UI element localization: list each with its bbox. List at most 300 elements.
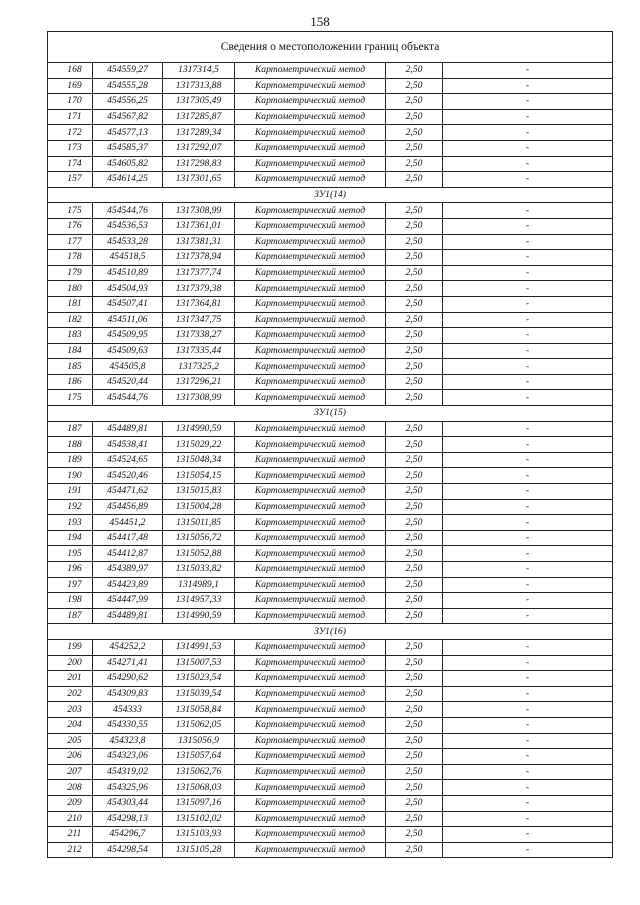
note-cell: - bbox=[443, 546, 613, 562]
coord-x-cell: 454296,7 bbox=[93, 827, 163, 843]
accuracy-cell: 2,50 bbox=[386, 281, 443, 297]
coord-y-cell: 1317285,87 bbox=[163, 109, 235, 125]
accuracy-cell: 2,50 bbox=[386, 811, 443, 827]
note-cell: - bbox=[443, 125, 613, 141]
coord-y-cell: 1314990,59 bbox=[163, 608, 235, 624]
table-row bbox=[48, 63, 613, 79]
method-cell: Картометрический метод bbox=[235, 468, 386, 484]
coord-x-cell: 454451,2 bbox=[93, 515, 163, 531]
note-cell: - bbox=[443, 343, 613, 359]
accuracy-cell: 2,50 bbox=[386, 577, 443, 593]
table-row bbox=[48, 608, 613, 624]
method-cell: Картометрический метод bbox=[235, 499, 386, 515]
coord-x-cell: 454303,44 bbox=[93, 795, 163, 811]
note-cell: - bbox=[443, 655, 613, 671]
method-cell: Картометрический метод bbox=[235, 733, 386, 749]
coord-y-cell: 1315056,72 bbox=[163, 530, 235, 546]
method-cell: Картометрический метод bbox=[235, 842, 386, 858]
note-cell: - bbox=[443, 530, 613, 546]
accuracy-cell: 2,50 bbox=[386, 780, 443, 796]
method-cell: Картометрический метод bbox=[235, 421, 386, 437]
point-number-cell: 207 bbox=[48, 764, 93, 780]
method-cell: Картометрический метод bbox=[235, 94, 386, 110]
note-cell: - bbox=[443, 702, 613, 718]
method-cell: Картометрический метод bbox=[235, 312, 386, 328]
note-cell: - bbox=[443, 63, 613, 79]
method-cell: Картометрический метод bbox=[235, 780, 386, 796]
accuracy-cell: 2,50 bbox=[386, 343, 443, 359]
method-cell: Картометрический метод bbox=[235, 452, 386, 468]
table-row bbox=[48, 546, 613, 562]
table-row bbox=[48, 172, 613, 188]
table-row bbox=[48, 749, 613, 765]
note-cell: - bbox=[443, 421, 613, 437]
note-cell: - bbox=[443, 359, 613, 375]
note-cell: - bbox=[443, 437, 613, 453]
method-cell: Картометрический метод bbox=[235, 78, 386, 94]
table-row bbox=[48, 655, 613, 671]
method-cell: Картометрический метод bbox=[235, 484, 386, 500]
method-cell: Картометрический метод bbox=[235, 140, 386, 156]
point-number-cell: 189 bbox=[48, 452, 93, 468]
coord-y-cell: 1315068,03 bbox=[163, 780, 235, 796]
note-cell: - bbox=[443, 265, 613, 281]
note-cell: - bbox=[443, 795, 613, 811]
note-cell: - bbox=[443, 374, 613, 390]
point-number-cell: 187 bbox=[48, 608, 93, 624]
coord-y-cell: 1317379,38 bbox=[163, 281, 235, 297]
table-body bbox=[48, 32, 613, 858]
accuracy-cell: 2,50 bbox=[386, 702, 443, 718]
accuracy-cell: 2,50 bbox=[386, 328, 443, 344]
coord-y-cell: 1317305,49 bbox=[163, 94, 235, 110]
table-row bbox=[48, 484, 613, 500]
point-number-cell: 202 bbox=[48, 686, 93, 702]
point-number-cell: 195 bbox=[48, 546, 93, 562]
accuracy-cell: 2,50 bbox=[386, 499, 443, 515]
accuracy-cell: 2,50 bbox=[386, 842, 443, 858]
coord-x-cell: 454507,41 bbox=[93, 296, 163, 312]
accuracy-cell: 2,50 bbox=[386, 639, 443, 655]
coord-x-cell: 454325,96 bbox=[93, 780, 163, 796]
accuracy-cell: 2,50 bbox=[386, 265, 443, 281]
accuracy-cell: 2,50 bbox=[386, 484, 443, 500]
point-number-cell: 190 bbox=[48, 468, 93, 484]
note-cell: - bbox=[443, 281, 613, 297]
coord-x-cell: 454605,82 bbox=[93, 156, 163, 172]
note-cell: - bbox=[443, 811, 613, 827]
point-number-cell: 169 bbox=[48, 78, 93, 94]
coord-y-cell: 1314989,1 bbox=[163, 577, 235, 593]
method-cell: Картометрический метод bbox=[235, 546, 386, 562]
note-cell: - bbox=[443, 827, 613, 843]
method-cell: Картометрический метод bbox=[235, 437, 386, 453]
note-cell: - bbox=[443, 390, 613, 406]
method-cell: Картометрический метод bbox=[235, 390, 386, 406]
note-cell: - bbox=[443, 499, 613, 515]
accuracy-cell: 2,50 bbox=[386, 312, 443, 328]
coord-y-cell: 1317364,81 bbox=[163, 296, 235, 312]
point-number-cell: 175 bbox=[48, 390, 93, 406]
method-cell: Картометрический метод bbox=[235, 811, 386, 827]
method-cell: Картометрический метод bbox=[235, 343, 386, 359]
table-row bbox=[48, 312, 613, 328]
coord-y-cell: 1314991,53 bbox=[163, 639, 235, 655]
coord-x-cell: 454559,27 bbox=[93, 63, 163, 79]
coord-x-cell: 454330,55 bbox=[93, 717, 163, 733]
point-number-cell: 184 bbox=[48, 343, 93, 359]
note-cell: - bbox=[443, 671, 613, 687]
point-number-cell: 168 bbox=[48, 63, 93, 79]
note-cell: - bbox=[443, 749, 613, 765]
note-cell: - bbox=[443, 156, 613, 172]
accuracy-cell: 2,50 bbox=[386, 390, 443, 406]
point-number-cell: 170 bbox=[48, 94, 93, 110]
coord-y-cell: 1317289,34 bbox=[163, 125, 235, 141]
point-number-cell: 181 bbox=[48, 296, 93, 312]
accuracy-cell: 2,50 bbox=[386, 562, 443, 578]
coord-y-cell: 1315033,82 bbox=[163, 562, 235, 578]
method-cell: Картометрический метод bbox=[235, 281, 386, 297]
accuracy-cell: 2,50 bbox=[386, 359, 443, 375]
coord-y-cell: 1315004,28 bbox=[163, 499, 235, 515]
point-number-cell: 208 bbox=[48, 780, 93, 796]
accuracy-cell: 2,50 bbox=[386, 78, 443, 94]
accuracy-cell: 2,50 bbox=[386, 546, 443, 562]
coord-x-cell: 454447,99 bbox=[93, 593, 163, 609]
coord-x-cell: 454412,87 bbox=[93, 546, 163, 562]
accuracy-cell: 2,50 bbox=[386, 203, 443, 219]
coord-y-cell: 1314990,59 bbox=[163, 421, 235, 437]
accuracy-cell: 2,50 bbox=[386, 172, 443, 188]
note-cell: - bbox=[443, 218, 613, 234]
note-cell: - bbox=[443, 733, 613, 749]
table-row bbox=[48, 811, 613, 827]
coord-x-cell: 454614,25 bbox=[93, 172, 163, 188]
coord-y-cell: 1315062,76 bbox=[163, 764, 235, 780]
coord-x-cell: 454585,37 bbox=[93, 140, 163, 156]
method-cell: Картометрический метод bbox=[235, 328, 386, 344]
table-row bbox=[48, 733, 613, 749]
table-row bbox=[48, 437, 613, 453]
note-cell: - bbox=[443, 717, 613, 733]
accuracy-cell: 2,50 bbox=[386, 655, 443, 671]
page-number: 158 bbox=[310, 14, 330, 29]
table-row bbox=[48, 421, 613, 437]
note-cell: - bbox=[443, 608, 613, 624]
coord-x-cell: 454309,83 bbox=[93, 686, 163, 702]
table-row bbox=[48, 702, 613, 718]
method-cell: Картометрический метод bbox=[235, 686, 386, 702]
coord-y-cell: 1315056,9 bbox=[163, 733, 235, 749]
point-number-cell: 176 bbox=[48, 218, 93, 234]
coord-x-cell: 454323,8 bbox=[93, 733, 163, 749]
coord-x-cell: 454533,28 bbox=[93, 234, 163, 250]
point-number-cell: 205 bbox=[48, 733, 93, 749]
table-row bbox=[48, 94, 613, 110]
accuracy-cell: 2,50 bbox=[386, 156, 443, 172]
method-cell: Картометрический метод bbox=[235, 515, 386, 531]
table-row bbox=[48, 78, 613, 94]
table-row bbox=[48, 156, 613, 172]
coord-y-cell: 1315097,16 bbox=[163, 795, 235, 811]
section-header-row bbox=[48, 187, 613, 203]
method-cell: Картометрический метод bbox=[235, 827, 386, 843]
note-cell: - bbox=[443, 764, 613, 780]
coord-x-cell: 454510,89 bbox=[93, 265, 163, 281]
point-number-cell: 182 bbox=[48, 312, 93, 328]
accuracy-cell: 2,50 bbox=[386, 530, 443, 546]
method-cell: Картометрический метод bbox=[235, 296, 386, 312]
accuracy-cell: 2,50 bbox=[386, 94, 443, 110]
note-cell: - bbox=[443, 780, 613, 796]
accuracy-cell: 2,50 bbox=[386, 296, 443, 312]
point-number-cell: 172 bbox=[48, 125, 93, 141]
table-row bbox=[48, 639, 613, 655]
point-number-cell: 179 bbox=[48, 265, 93, 281]
section-header-row bbox=[48, 624, 613, 640]
note-cell: - bbox=[443, 172, 613, 188]
coord-x-cell: 454509,95 bbox=[93, 328, 163, 344]
note-cell: - bbox=[443, 203, 613, 219]
note-cell: - bbox=[443, 639, 613, 655]
coord-x-cell: 454520,44 bbox=[93, 374, 163, 390]
coord-x-cell: 454518,5 bbox=[93, 250, 163, 266]
point-number-cell: 201 bbox=[48, 671, 93, 687]
accuracy-cell: 2,50 bbox=[386, 686, 443, 702]
method-cell: Картометрический метод bbox=[235, 359, 386, 375]
coord-x-cell: 454567,82 bbox=[93, 109, 163, 125]
method-cell: Картометрический метод bbox=[235, 795, 386, 811]
coord-x-cell: 454504,93 bbox=[93, 281, 163, 297]
method-cell: Картометрический метод bbox=[235, 655, 386, 671]
method-cell: Картометрический метод bbox=[235, 234, 386, 250]
point-number-cell: 185 bbox=[48, 359, 93, 375]
note-cell: - bbox=[443, 484, 613, 500]
accuracy-cell: 2,50 bbox=[386, 468, 443, 484]
note-cell: - bbox=[443, 686, 613, 702]
accuracy-cell: 2,50 bbox=[386, 608, 443, 624]
method-cell: Картометрический метод bbox=[235, 593, 386, 609]
table-title: Сведения о местоположении границ объекта bbox=[48, 32, 613, 63]
accuracy-cell: 2,50 bbox=[386, 671, 443, 687]
table-row bbox=[48, 795, 613, 811]
point-number-cell: 191 bbox=[48, 484, 93, 500]
method-cell: Картометрический метод bbox=[235, 218, 386, 234]
point-number-cell: 157 bbox=[48, 172, 93, 188]
point-number-cell: 171 bbox=[48, 109, 93, 125]
coord-x-cell: 454423,89 bbox=[93, 577, 163, 593]
coord-x-cell: 454538,41 bbox=[93, 437, 163, 453]
note-cell: - bbox=[443, 296, 613, 312]
accuracy-cell: 2,50 bbox=[386, 250, 443, 266]
coord-y-cell: 1317325,2 bbox=[163, 359, 235, 375]
note-cell: - bbox=[443, 328, 613, 344]
note-cell: - bbox=[443, 593, 613, 609]
accuracy-cell: 2,50 bbox=[386, 109, 443, 125]
method-cell: Картометрический метод bbox=[235, 717, 386, 733]
table-row bbox=[48, 499, 613, 515]
section-label: ЗУ1(16) bbox=[48, 624, 613, 640]
table-row bbox=[48, 827, 613, 843]
coord-x-cell: 454536,53 bbox=[93, 218, 163, 234]
point-number-cell: 173 bbox=[48, 140, 93, 156]
coord-y-cell: 1315029,22 bbox=[163, 437, 235, 453]
coord-y-cell: 1315015,83 bbox=[163, 484, 235, 500]
coord-y-cell: 1317335,44 bbox=[163, 343, 235, 359]
coord-y-cell: 1315102,02 bbox=[163, 811, 235, 827]
point-number-cell: 198 bbox=[48, 593, 93, 609]
note-cell: - bbox=[443, 452, 613, 468]
coord-y-cell: 1315054,15 bbox=[163, 468, 235, 484]
coord-y-cell: 1317381,31 bbox=[163, 234, 235, 250]
coord-y-cell: 1317347,75 bbox=[163, 312, 235, 328]
coord-y-cell: 1317308,99 bbox=[163, 390, 235, 406]
table-row bbox=[48, 671, 613, 687]
point-number-cell: 174 bbox=[48, 156, 93, 172]
table-row bbox=[48, 296, 613, 312]
coord-y-cell: 1317361,01 bbox=[163, 218, 235, 234]
note-cell: - bbox=[443, 234, 613, 250]
table-row bbox=[48, 109, 613, 125]
coord-x-cell: 454389,97 bbox=[93, 562, 163, 578]
table-row bbox=[48, 265, 613, 281]
accuracy-cell: 2,50 bbox=[386, 515, 443, 531]
coord-x-cell: 454417,48 bbox=[93, 530, 163, 546]
accuracy-cell: 2,50 bbox=[386, 421, 443, 437]
coord-x-cell: 454298,54 bbox=[93, 842, 163, 858]
table-row bbox=[48, 842, 613, 858]
method-cell: Картометрический метод bbox=[235, 671, 386, 687]
coord-y-cell: 1317314,5 bbox=[163, 63, 235, 79]
method-cell: Картометрический метод bbox=[235, 702, 386, 718]
point-number-cell: 187 bbox=[48, 421, 93, 437]
table-row bbox=[48, 593, 613, 609]
section-label: ЗУ1(15) bbox=[48, 406, 613, 422]
coord-x-cell: 454252,2 bbox=[93, 639, 163, 655]
table-row bbox=[48, 250, 613, 266]
accuracy-cell: 2,50 bbox=[386, 218, 443, 234]
accuracy-cell: 2,50 bbox=[386, 717, 443, 733]
coord-y-cell: 1317313,88 bbox=[163, 78, 235, 94]
coord-x-cell: 454323,06 bbox=[93, 749, 163, 765]
note-cell: - bbox=[443, 515, 613, 531]
coord-x-cell: 454271,41 bbox=[93, 655, 163, 671]
coord-y-cell: 1315062,05 bbox=[163, 717, 235, 733]
coord-y-cell: 1315057,64 bbox=[163, 749, 235, 765]
coord-x-cell: 454505,8 bbox=[93, 359, 163, 375]
point-number-cell: 197 bbox=[48, 577, 93, 593]
point-number-cell: 199 bbox=[48, 639, 93, 655]
coord-y-cell: 1317308,99 bbox=[163, 203, 235, 219]
boundary-coordinates-table bbox=[47, 31, 613, 858]
accuracy-cell: 2,50 bbox=[386, 140, 443, 156]
accuracy-cell: 2,50 bbox=[386, 749, 443, 765]
coord-x-cell: 454544,76 bbox=[93, 390, 163, 406]
coord-y-cell: 1315011,85 bbox=[163, 515, 235, 531]
point-number-cell: 204 bbox=[48, 717, 93, 733]
coord-x-cell: 454333 bbox=[93, 702, 163, 718]
accuracy-cell: 2,50 bbox=[386, 437, 443, 453]
method-cell: Картометрический метод bbox=[235, 608, 386, 624]
table-row bbox=[48, 281, 613, 297]
point-number-cell: 186 bbox=[48, 374, 93, 390]
method-cell: Картометрический метод bbox=[235, 530, 386, 546]
point-number-cell: 177 bbox=[48, 234, 93, 250]
coord-y-cell: 1315007,53 bbox=[163, 655, 235, 671]
point-number-cell: 192 bbox=[48, 499, 93, 515]
point-number-cell: 180 bbox=[48, 281, 93, 297]
coord-x-cell: 454555,28 bbox=[93, 78, 163, 94]
coord-y-cell: 1317338,27 bbox=[163, 328, 235, 344]
note-cell: - bbox=[443, 842, 613, 858]
coord-x-cell: 454489,81 bbox=[93, 421, 163, 437]
coord-y-cell: 1315048,34 bbox=[163, 452, 235, 468]
note-cell: - bbox=[443, 312, 613, 328]
point-number-cell: 193 bbox=[48, 515, 93, 531]
table-row bbox=[48, 140, 613, 156]
coord-y-cell: 1317378,94 bbox=[163, 250, 235, 266]
point-number-cell: 206 bbox=[48, 749, 93, 765]
table-row bbox=[48, 390, 613, 406]
coord-y-cell: 1315058,84 bbox=[163, 702, 235, 718]
coord-y-cell: 1317292,07 bbox=[163, 140, 235, 156]
accuracy-cell: 2,50 bbox=[386, 63, 443, 79]
point-number-cell: 183 bbox=[48, 328, 93, 344]
coord-x-cell: 454471,62 bbox=[93, 484, 163, 500]
accuracy-cell: 2,50 bbox=[386, 827, 443, 843]
coord-x-cell: 454290,62 bbox=[93, 671, 163, 687]
method-cell: Картометрический метод bbox=[235, 156, 386, 172]
accuracy-cell: 2,50 bbox=[386, 733, 443, 749]
table-row bbox=[48, 686, 613, 702]
method-cell: Картометрический метод bbox=[235, 577, 386, 593]
coord-y-cell: 1317377,74 bbox=[163, 265, 235, 281]
table-row bbox=[48, 374, 613, 390]
table-row bbox=[48, 218, 613, 234]
table-row bbox=[48, 125, 613, 141]
table-row bbox=[48, 343, 613, 359]
method-cell: Картометрический метод bbox=[235, 250, 386, 266]
method-cell: Картометрический метод bbox=[235, 63, 386, 79]
accuracy-cell: 2,50 bbox=[386, 234, 443, 250]
coord-y-cell: 1315105,28 bbox=[163, 842, 235, 858]
table-row bbox=[48, 468, 613, 484]
table-row bbox=[48, 577, 613, 593]
coord-y-cell: 1315039,54 bbox=[163, 686, 235, 702]
point-number-cell: 178 bbox=[48, 250, 93, 266]
point-number-cell: 209 bbox=[48, 795, 93, 811]
table-row bbox=[48, 780, 613, 796]
accuracy-cell: 2,50 bbox=[386, 452, 443, 468]
coord-x-cell: 454556,25 bbox=[93, 94, 163, 110]
table-row bbox=[48, 764, 613, 780]
accuracy-cell: 2,50 bbox=[386, 795, 443, 811]
table-row bbox=[48, 234, 613, 250]
note-cell: - bbox=[443, 78, 613, 94]
coord-y-cell: 1317298,83 bbox=[163, 156, 235, 172]
method-cell: Картометрический метод bbox=[235, 749, 386, 765]
accuracy-cell: 2,50 bbox=[386, 764, 443, 780]
table-row bbox=[48, 359, 613, 375]
method-cell: Картометрический метод bbox=[235, 639, 386, 655]
accuracy-cell: 2,50 bbox=[386, 593, 443, 609]
coord-x-cell: 454456,89 bbox=[93, 499, 163, 515]
point-number-cell: 210 bbox=[48, 811, 93, 827]
note-cell: - bbox=[443, 577, 613, 593]
section-header-row bbox=[48, 406, 613, 422]
coord-x-cell: 454298,13 bbox=[93, 811, 163, 827]
